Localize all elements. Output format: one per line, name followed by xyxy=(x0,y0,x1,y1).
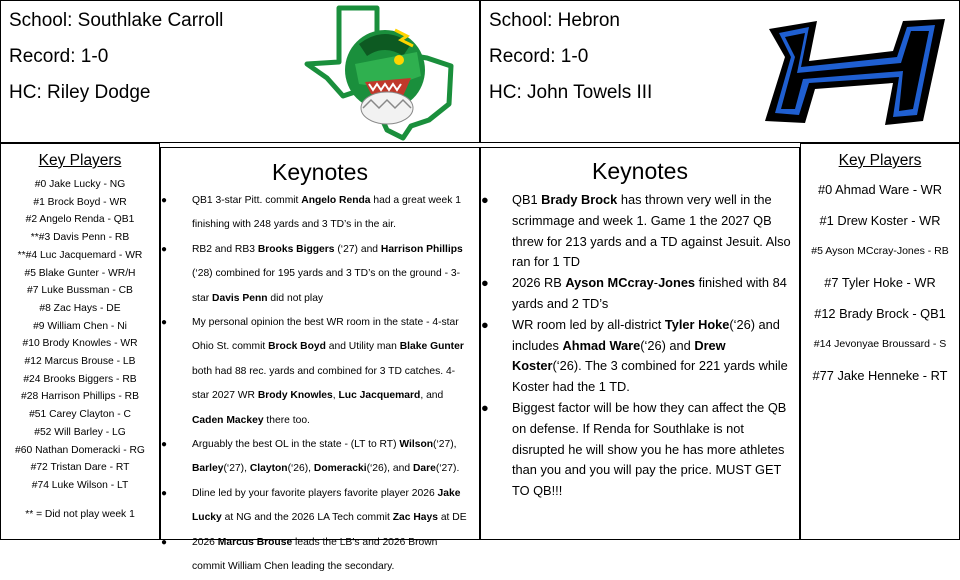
right-team-header xyxy=(480,0,960,143)
right-record: Record: 1-0 xyxy=(489,46,589,67)
keynote-text: and Utility man xyxy=(325,341,400,353)
player-entry: #5 Blake Gunter - WR/H xyxy=(24,267,136,279)
bullet-icon: ● xyxy=(481,316,489,332)
keynote-text: at NG and the 2026 LA Tech commit xyxy=(221,512,393,524)
bullet-icon: ● xyxy=(161,243,168,255)
left-key-players-title: Key Players xyxy=(38,152,122,169)
keynote-text: (‘27). xyxy=(435,463,460,475)
player-entry: #0 Jake Lucky - NG xyxy=(34,179,126,190)
player-entry: #7 Tyler Hoke - WR xyxy=(824,275,936,290)
right-head-coach: HC: John Towels III xyxy=(489,82,653,103)
right-keynotes-title: Keynotes xyxy=(592,158,688,184)
keynote-text: at DE xyxy=(437,512,467,524)
player-highlight: Brody Knowles xyxy=(257,390,333,402)
keynote-text: Biggest factor will be how they can affect the QB on defense. If Renda for Southlake is not disrupted he will show you he has more athletes than you and you will pay the price. MUST GET TO QB!!! xyxy=(512,399,787,499)
left-footnote: ** = Did not play week 1 xyxy=(25,508,135,520)
player-highlight: Brooks Biggers xyxy=(257,243,335,255)
keynote-text: My personal opinion the best WR room in the state - 4-star Ohio St. commit xyxy=(192,317,459,353)
keynote-text: finished with 84 yards and 2 TD’s xyxy=(512,275,787,311)
player-highlight: Angelo Renda xyxy=(301,195,371,206)
bullet-icon: ● xyxy=(161,195,168,206)
player-entry: #51 Carey Clayton - C xyxy=(29,409,131,421)
keynote-text: QB1 3-star Pitt. commit xyxy=(192,195,302,206)
keynote-text: Arguably the best OL in the state - (LT to RT) xyxy=(192,439,400,451)
keynote-item xyxy=(161,238,479,311)
keynote-text: 2026 RB xyxy=(512,275,566,291)
keynote-text: (‘28) combined for 195 yards and 3 TD’s on the ground - 3-star xyxy=(192,268,461,304)
keynote-text: (‘26), xyxy=(287,463,314,475)
keynote-text: there too. xyxy=(263,414,310,426)
player-highlight: Ahmad Ware xyxy=(562,337,641,353)
player-entry: **#4 Luc Jacquemard - WR xyxy=(17,249,143,261)
bullet-icon: ● xyxy=(161,487,168,499)
player-highlight: Wilson xyxy=(399,439,434,451)
keynote-item xyxy=(161,311,479,433)
dragon-texas-logo xyxy=(299,4,459,140)
left-head-coach: HC: Riley Dodge xyxy=(9,82,151,103)
player-highlight: Brady Brock xyxy=(541,192,618,207)
bullet-icon: ● xyxy=(161,536,168,548)
player-highlight: Jake Lucky xyxy=(192,487,461,524)
player-highlight: Jones xyxy=(658,275,696,291)
keynote-text: 2026 xyxy=(192,536,218,548)
player-entry: #7 Luke Bussman - CB xyxy=(27,285,133,297)
player-entry: #9 William Chen - Ni xyxy=(33,320,127,332)
keynote-text: leads the LB’s and 2026 Brown commit William Chen leading the secondary. xyxy=(192,536,438,573)
player-entry: #8 Zac Hays - DE xyxy=(39,302,121,314)
player-highlight: Drew Koster xyxy=(512,337,726,374)
player-entry: #52 Will Barley - LG xyxy=(34,426,126,438)
keynote-text: did not play xyxy=(267,292,324,304)
keynote-item xyxy=(161,433,479,482)
bullet-icon: ● xyxy=(481,275,489,291)
bullet-icon: ● xyxy=(161,439,168,451)
left-record: Record: 1-0 xyxy=(9,46,109,67)
keynote-item xyxy=(481,190,799,273)
keynote-item xyxy=(161,482,479,531)
bullet-icon: ● xyxy=(161,317,168,329)
keynote-text: has thrown very well in the scrimmage and week 1. Game 1 the 2027 QB threw for 213 yards and a TD against Jesuit. Also ran for 1 TD xyxy=(512,192,791,270)
left-keynotes-panel xyxy=(160,147,480,573)
bullet-icon: ● xyxy=(481,192,489,207)
player-highlight: Dare xyxy=(412,463,436,475)
keynote-item xyxy=(481,315,799,398)
keynote-text: , and xyxy=(420,390,444,402)
keynote-text: (‘26), and xyxy=(366,463,413,475)
player-highlight: Ayson MCcray xyxy=(565,275,654,291)
keynote-item xyxy=(161,189,479,238)
player-entry: #12 Marcus Brouse - LB xyxy=(24,356,136,368)
player-highlight: Barley xyxy=(192,463,224,475)
keynote-text: WR room led by all-district xyxy=(512,316,665,332)
player-highlight: Domeracki xyxy=(313,463,367,475)
keynote-item xyxy=(481,273,799,315)
player-highlight: Tyler Hoke xyxy=(664,316,730,332)
right-player-list xyxy=(801,174,959,391)
player-entry: #77 Jake Henneke - RT xyxy=(812,368,948,383)
player-entry: **#3 Davis Penn - RB xyxy=(30,232,130,244)
player-entry: #14 Jevonyae Broussard - S xyxy=(813,338,947,350)
player-entry: #60 Nathan Domeracki - RG xyxy=(15,444,145,456)
keynote-text: (‘27) and xyxy=(334,243,381,255)
player-entry: #1 Drew Koster - WR xyxy=(819,213,941,228)
player-entry: #10 Brody Knowles - WR xyxy=(22,338,138,350)
keynote-text: (‘27), xyxy=(223,463,250,475)
left-key-players-panel xyxy=(0,143,160,540)
left-keynotes-title: Keynotes xyxy=(272,159,368,185)
player-highlight: Luc Jacquemard xyxy=(338,390,421,402)
keynote-text: QB1 xyxy=(512,192,542,207)
player-entry: #24 Brooks Biggers - RB xyxy=(23,373,137,385)
keynote-text: , xyxy=(332,390,339,402)
player-highlight: Blake Gunter xyxy=(399,341,464,353)
player-entry: #28 Harrison Phillips - RB xyxy=(21,391,139,403)
keynote-text: had a great week 1 finishing with 248 yards and 3 TD’s in the air. xyxy=(192,195,461,231)
hawk-h-logo xyxy=(763,17,949,127)
right-keynotes-panel xyxy=(480,147,800,540)
left-player-list xyxy=(1,176,159,495)
player-entry: #0 Ahmad Ware - WR xyxy=(818,182,942,197)
keynote-text: (‘27), xyxy=(433,439,457,451)
keynote-text: both had 88 rec. yards and combined for 3 TD catches. 4-star 2027 WR xyxy=(192,365,456,402)
player-entry: #74 Luke Wilson - LT xyxy=(31,479,129,491)
keynote-text: RB2 and RB3 xyxy=(192,243,258,255)
player-highlight: Davis Penn xyxy=(212,292,268,304)
player-highlight: Brock Boyd xyxy=(268,341,326,353)
bullet-icon: ● xyxy=(481,399,489,415)
player-highlight: Marcus Brouse xyxy=(217,536,293,548)
keynote-text: (‘26). The 3 combined for 221 yards while Koster had the 1 TD. xyxy=(512,358,788,395)
left-keynotes-list xyxy=(161,189,479,580)
keynote-text: - xyxy=(653,275,659,291)
player-entry: #2 Angelo Renda - QB1 xyxy=(25,214,135,226)
player-highlight: Harrison Phillips xyxy=(380,243,463,255)
right-school-name: School: Hebron xyxy=(489,10,620,31)
right-key-players-title: Key Players xyxy=(838,152,922,169)
player-entry: #1 Brock Boyd - WR xyxy=(33,196,127,208)
left-team-header xyxy=(0,0,480,143)
right-keynotes-list xyxy=(481,190,799,502)
keynote-item xyxy=(161,531,479,580)
player-entry: #5 Ayson MCcray-Jones - RB xyxy=(811,245,949,257)
right-key-players-panel xyxy=(800,143,960,540)
keynote-item xyxy=(481,398,799,502)
keynote-text: (‘26) and includes xyxy=(512,316,780,353)
keynote-text: Dline led by your favorite players favorite player 2026 xyxy=(192,487,438,499)
keynote-text: (‘26) and xyxy=(640,337,695,353)
player-highlight: Zac Hays xyxy=(392,512,438,524)
player-highlight: Clayton xyxy=(249,463,288,475)
player-entry: #72 Tristan Dare - RT xyxy=(30,462,130,474)
left-school-name: School: Southlake Carroll xyxy=(9,10,224,31)
player-entry: #12 Brady Brock - QB1 xyxy=(814,306,946,321)
player-highlight: Caden Mackey xyxy=(192,414,264,426)
